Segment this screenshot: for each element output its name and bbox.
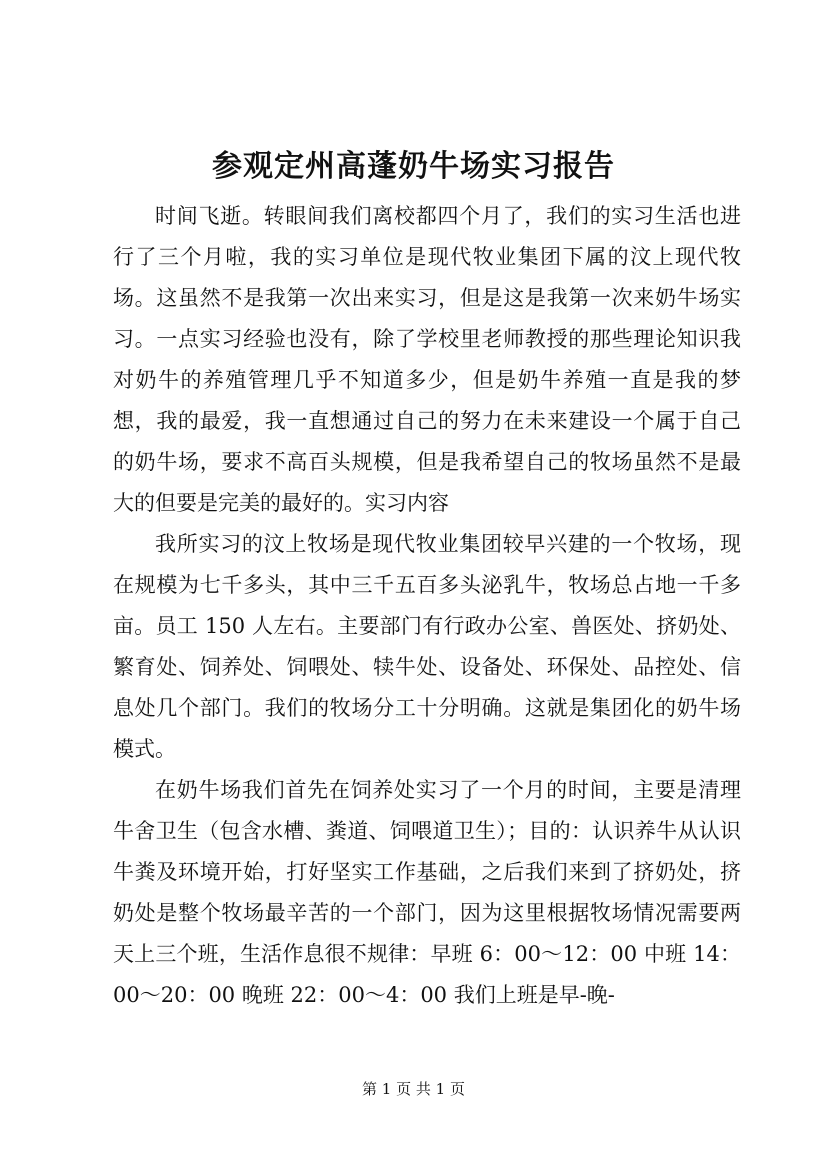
- paragraph-1: 时间飞逝。转眼间我们离校都四个月了，我们的实习生活也进行了三个月啦，我的实习单位是现代牧业集团下属的汶上现代牧场。这虽然不是我第一次出来实习，但是这是我第一次来奶牛场实习。一点实习经验也没有，除了学校里老师教授的那些理论知识我对奶牛的养殖管理几乎不知道多少，但是奶牛养殖一直是我的梦想，我的最爱，我一直想通过自己的努力在未来建设一个属于自己的奶牛场，要求不高百头规模，但是我希望自己的牧场虽然不是最大的但要是完美的最好的。实习内容: [113, 204, 741, 515]
- document-title: 参观定州高蓬奶牛场实习报告: [212, 149, 615, 184]
- page-footer: 第 1 页 共 1 页: [362, 1080, 465, 1098]
- paragraph-2: 我所实习的汶上牧场是现代牧业集团较早兴建的一个牧场，现在规模为七千多头，其中三千五百多头泌乳牛，牧场总占地一千多亩。员工 150 人左右。主要部门有行政办公室、兽医处、挤奶处、繁育处、饲养处、饲喂处、犊牛处、设备处、环保处、品控处、信息处几个部门。我们的牧场分工十分明确。这就是集团化的奶牛场模式。: [113, 532, 741, 761]
- paragraph-3: 在奶牛场我们首先在饲养处实习了一个月的时间，主要是清理牛舍卫生（包含水槽、粪道、饲喂道卫生）；目的：认识养牛从认识牛粪及环境开始，打好坚实工作基础，之后我们来到了挤奶处，挤奶处是整个牧场最辛苦的一个部门，因为这里根据牧场情况需要两天上三个班，生活作息很不规律：早班 6：00～12：00 中班 14：00～20：00 晚班 22：00～4：00 我们上班是早-晚-: [113, 778, 741, 1007]
- document-body: [113, 196, 741, 1016]
